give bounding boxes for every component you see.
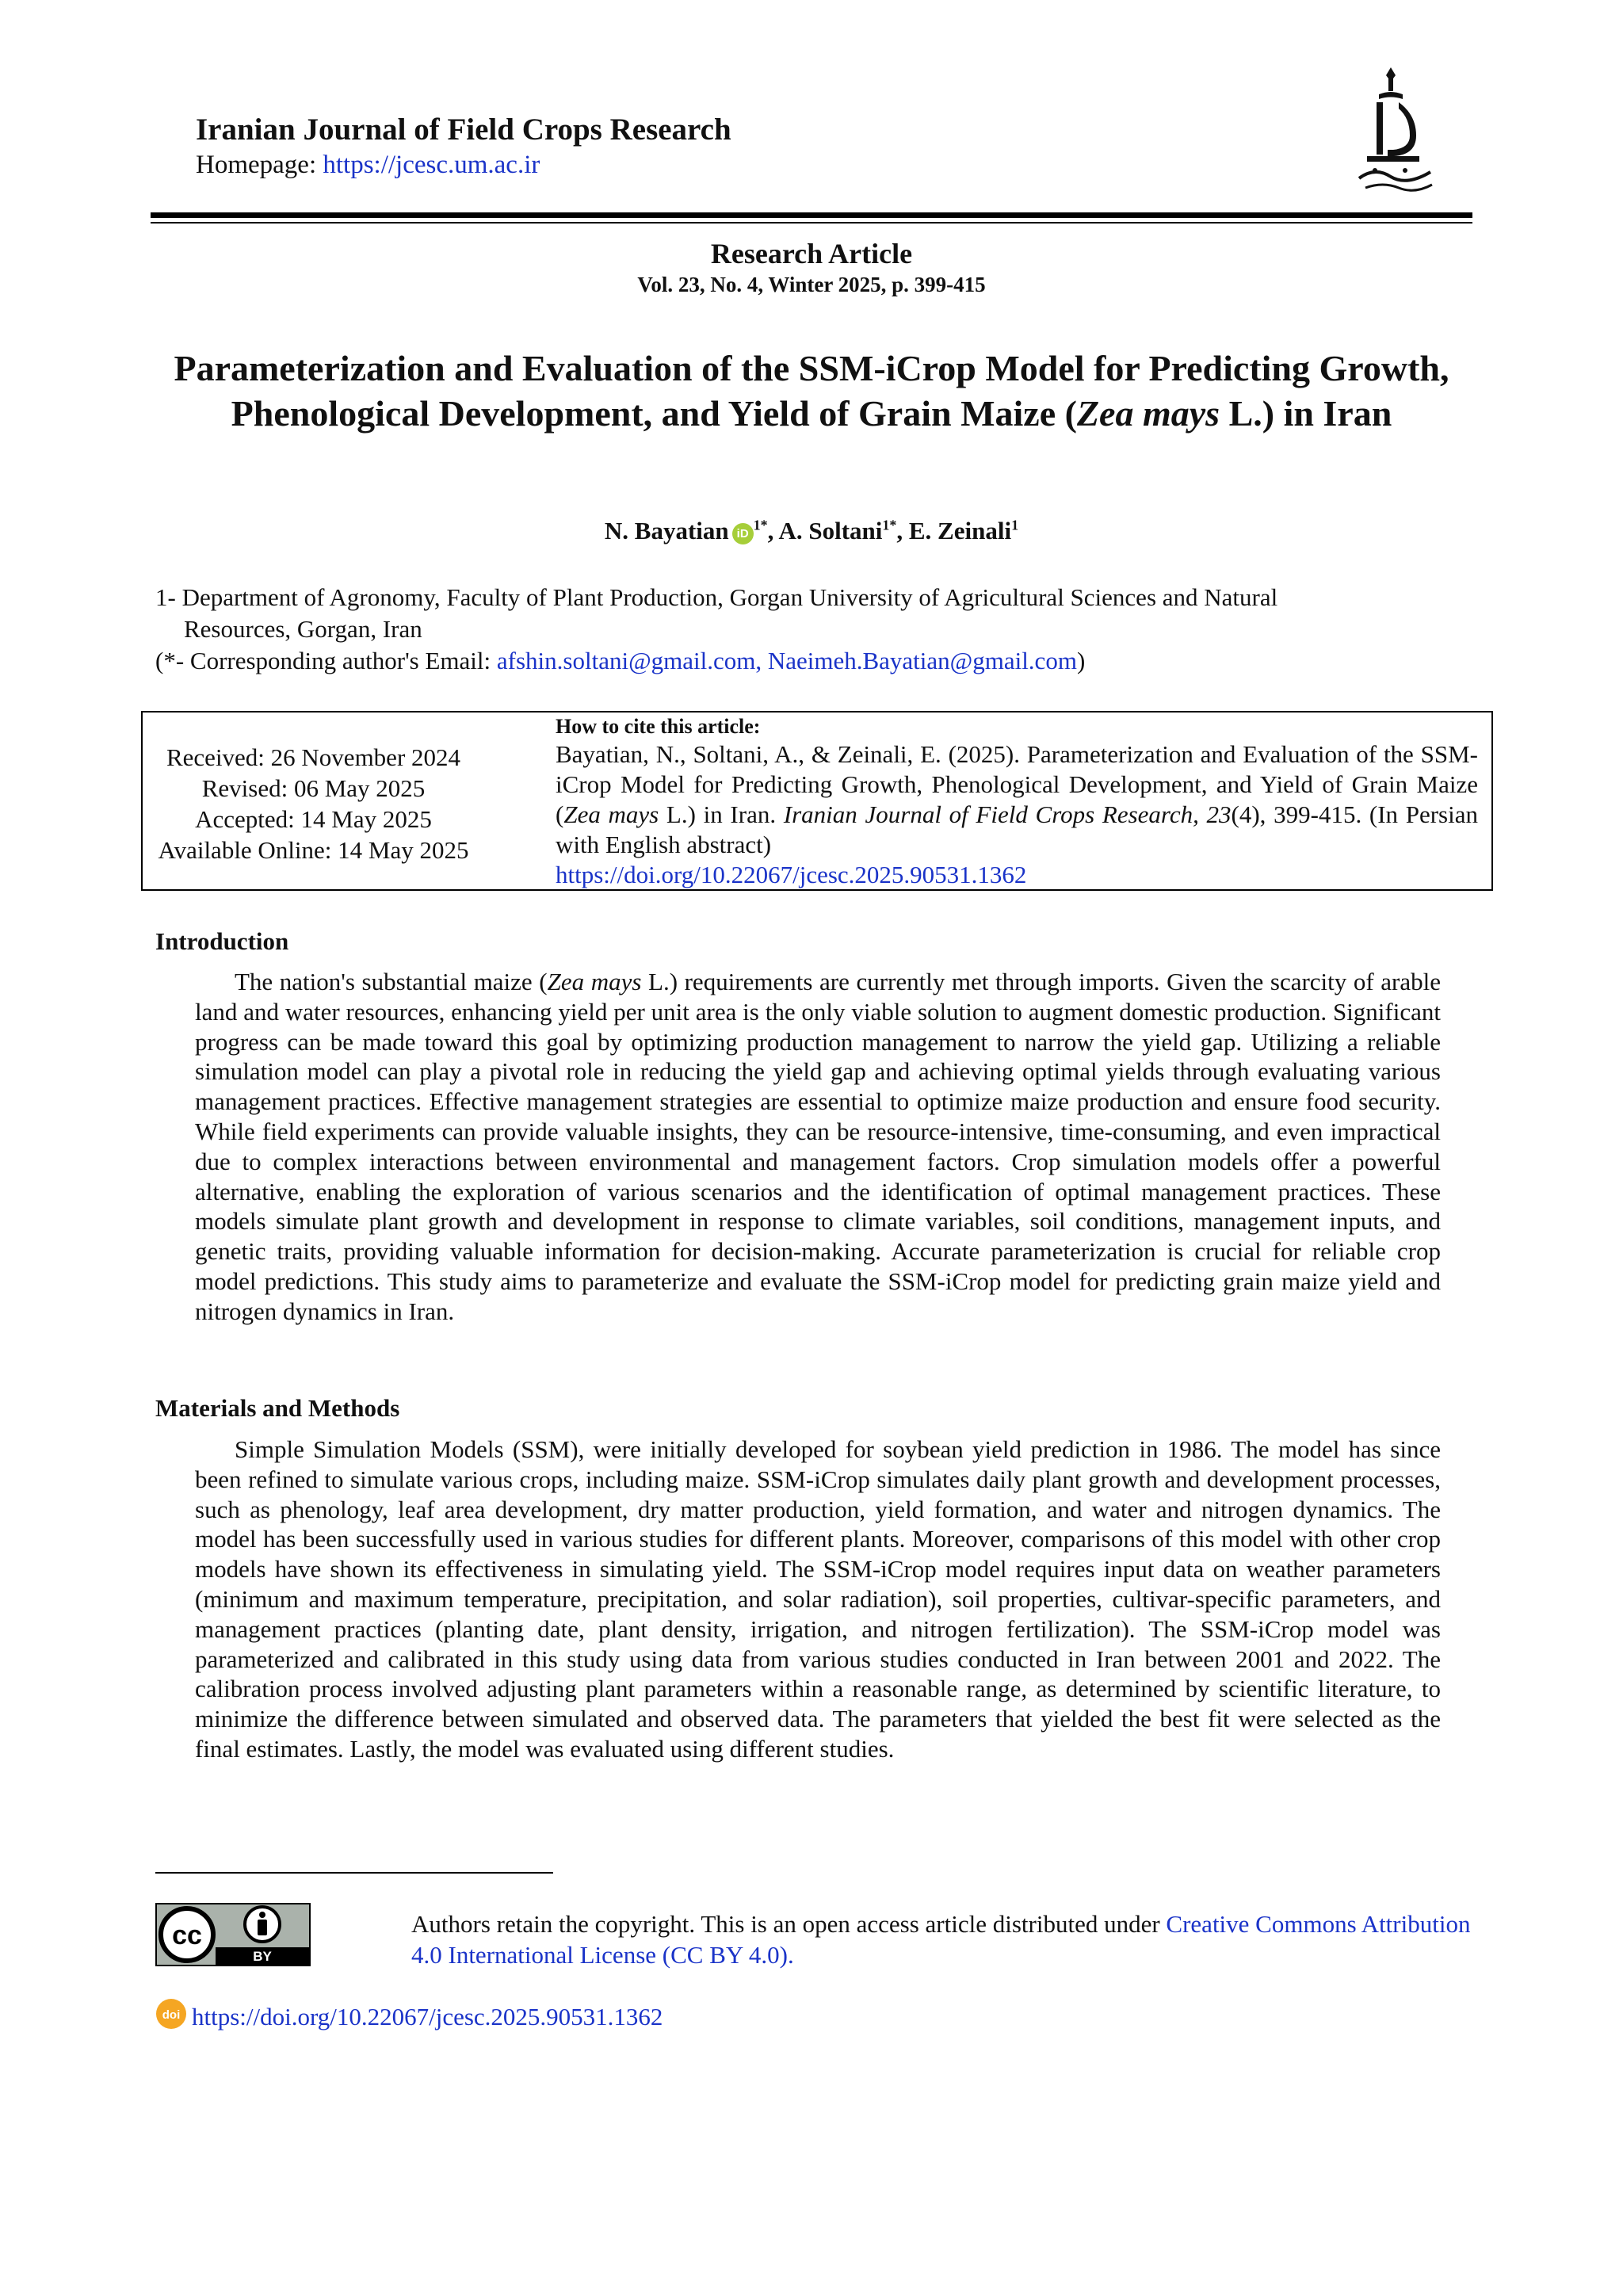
- license-statement: [411, 1908, 1481, 1970]
- doi-icon-label: doi: [162, 2008, 181, 2022]
- cc-label: cc: [172, 1920, 202, 1950]
- corresp-suffix: ): [1076, 647, 1086, 674]
- author-3-affil: 1: [1011, 517, 1019, 533]
- title-part-2: L.) in Iran: [1220, 393, 1392, 434]
- homepage-label: Homepage:: [196, 151, 323, 179]
- cite-heading: How to cite this article:: [556, 715, 761, 738]
- methods-text: [195, 1435, 1441, 1764]
- date-accepted: Accepted: 14 May 2025: [195, 805, 432, 833]
- footer-doi-link[interactable]: https://doi.org/10.22067/jcesc.2025.90531.1362: [192, 2003, 663, 2030]
- intro-text-a: The nation's substantial maize (: [235, 968, 548, 995]
- methods-heading: Materials and Methods: [155, 1394, 400, 1422]
- article-type: Research Article: [710, 238, 913, 269]
- journal-header: [196, 111, 1480, 206]
- how-to-cite: [556, 714, 1478, 890]
- author-1-affil: 1*: [753, 517, 768, 533]
- license-link[interactable]: Creative Commons Attribution 4.0 International License (CC BY 4.0): [411, 1910, 1471, 1969]
- author-1: N. Bayatian: [604, 517, 729, 544]
- author-2: A. Soltani: [778, 517, 883, 544]
- doi-line: [155, 1998, 663, 2033]
- cite-text: [556, 739, 1478, 860]
- cite-journal: Iranian Journal of Field Crops Research, 23: [783, 800, 1232, 828]
- author-2-affil: 1*: [882, 517, 897, 533]
- journal-name: Iranian Journal of Field Crops Research: [196, 113, 731, 147]
- affiliation: [155, 582, 1477, 645]
- intro-species: Zea mays: [547, 968, 642, 995]
- university-logo-icon: [1343, 67, 1446, 202]
- homepage-link[interactable]: https://jcesc.um.ac.ir: [323, 151, 540, 179]
- header-rule-thick: [151, 212, 1472, 218]
- introduction-text: [195, 967, 1441, 1327]
- author-3: E. Zeinali: [908, 517, 1012, 544]
- date-revised: Revised: 06 May 2025: [201, 774, 426, 802]
- cite-species: Zea mays: [563, 800, 659, 828]
- citation-box: [141, 711, 1493, 891]
- affiliation-line-2: Resources, Gorgan, Iran: [184, 615, 422, 643]
- date-received: Received: 26 November 2024: [166, 743, 461, 771]
- header-rule-thin: [151, 222, 1472, 223]
- author-list: [0, 515, 1623, 547]
- license-suffix: .: [787, 1941, 794, 1969]
- volume-info: Vol. 23, No. 4, Winter 2025, p. 399-415: [637, 273, 986, 296]
- title-part-1: Parameterization and Evaluation of the SSM-iCrop Model for Predicting Growth, Phenological Development, and Yield of Grain Maize (: [174, 348, 1449, 434]
- corresponding-author: [155, 645, 1477, 677]
- article-dates: [157, 742, 470, 865]
- by-label: BY: [253, 1949, 272, 1964]
- methods-body: Simple Simulation Models (SSM), were initially developed for soybean yield prediction in 1986. The model has since been refined to simulate various crops, including maize. SSM-iCrop simulates daily plant growth and development processes, such as phenology, leaf area development, dry matter production, yield formation, and water and nitrogen dynamics. The model has been successfully used in various studies for different plants. Moreover, comparisons of this model with other crop models have shown its effectiveness in simulating yield. The SSM-iCrop model requires input data on weather parameters (minimum and maximum temperature, precipitation, and solar radiation), soil properties, cultivar-specific parameters, and management practices (planting date, plant density, irrigation, and nitrogen fertilization). The SSM-iCrop model was parameterized and calibrated in this study using data from various studies conducted in Iran between 2001 and 2022. The calibration process involved adjusting plant parameters within a reasonable range, as determined by scientific literature, to minimize the difference between simulated and observed data. The parameters that yielded the best fit were selected as the final estimates. Lastly, the model was evaluated using different studies.: [195, 1435, 1441, 1763]
- license-prefix: Authors retain the copyright. This is an open access article distributed under: [411, 1910, 1167, 1938]
- author-sep-1: ,: [767, 517, 779, 544]
- corresp-email-links[interactable]: afshin.soltani@gmail.com, Naeimeh.Bayatian@gmail.com: [496, 647, 1077, 674]
- homepage-line: [196, 149, 1480, 181]
- paper-title: [135, 346, 1488, 436]
- intro-text-b: L.) requirements are currently met through imports. Given the scarcity of arable land and water resources, enhancing yield per unit area is the only viable solution to augment domestic production. Significant progress can be made toward this goal by optimizing production management to narrow the yield gap. Utilizing a reliable simulation model can play a pivotal role in reducing the yield gap and achieving optimal yields through evaluating various management practices. Effective management strategies are essential to optimize maize production and ensure food security. While field experiments can provide valuable insights, they can be resource-intensive, time-consuming, and even impractical due to complex interactions between environmental and management factors. Crop simulation models offer a powerful alternative, enabling the exploration of various scenarios and the identification of optimal management practices. These models simulate plant growth and development in response to climate variables, soil conditions, management inputs, and genetic traits, providing valuable information for decision-making. Accurate parameterization is crucial for reliable crop model predictions. This study aims to parameterize and evaluate the SSM-iCrop model for predicting grain maize yield and nitrogen dynamics in Iran.: [195, 968, 1441, 1325]
- author-sep-2: ,: [896, 517, 909, 544]
- doi-icon: [155, 1998, 187, 2030]
- cite-part-1: Bayatian, N., Soltani, A., & Zeinali, E. (2025). Parameterization and Evaluation of the SSM-iCrop Model for Predicting Growth, Phenological Development, and Yield of Grain Maize (: [556, 740, 1478, 828]
- cite-doi-link[interactable]: https://doi.org/10.22067/jcesc.2025.90531.1362: [556, 861, 1027, 888]
- introduction-heading: Introduction: [155, 927, 289, 955]
- cite-part-3: (4), 399-415. (In Persian with English abstract): [556, 800, 1478, 858]
- footnote-rule: [155, 1872, 553, 1874]
- date-online: Available Online: 14 May 2025: [158, 836, 469, 864]
- title-species: Zea mays: [1076, 393, 1220, 434]
- cc-by-license-icon[interactable]: [155, 1903, 311, 1966]
- corresp-prefix: (*- Corresponding author's Email:: [155, 647, 497, 674]
- affiliation-line-1: 1- Department of Agronomy, Faculty of Plant Production, Gorgan University of Agricultural Sciences and Natural: [155, 583, 1278, 611]
- cite-part-2: L.) in Iran.: [659, 800, 784, 828]
- orcid-icon[interactable]: iD: [732, 523, 754, 544]
